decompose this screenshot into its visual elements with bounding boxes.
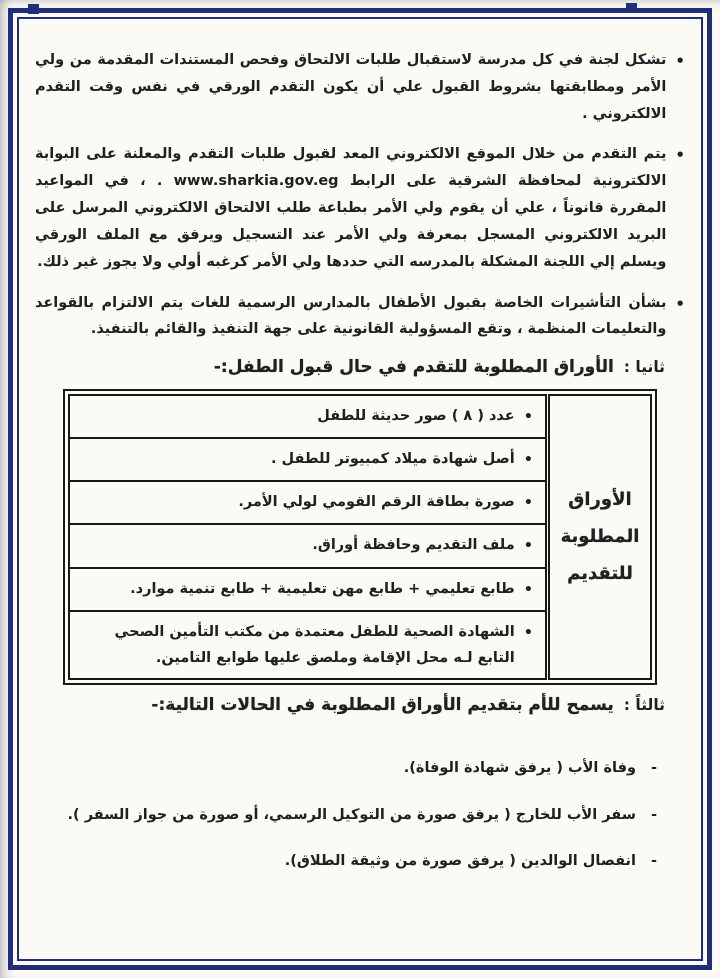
dash-icon: -: [650, 853, 657, 870]
table-cell: [69, 524, 548, 567]
case-item: [35, 848, 657, 875]
required-documents-table: [63, 389, 657, 685]
bullet-icon: •: [523, 538, 533, 555]
document-content: [19, 19, 701, 959]
dash-icon: -: [650, 806, 657, 823]
table-cell: [69, 395, 548, 438]
table-row: [69, 395, 651, 438]
section-three-heading: [35, 695, 665, 715]
row-text: طابع تعليمي + طابع مهن تعليمية + طابع تنمية موارد.: [130, 580, 515, 597]
paragraph-text: تشكل لجنة في كل مدرسة لاستقبال طلبات الالتحاق وفحص المستندات المقدمة من ولي الأمر ومطابقتها بشروط القبول علي أن يكون التقدم الورقي في نفس وقت التقدم الالكتروني .: [35, 52, 667, 122]
intro-paragraph-2: [35, 141, 685, 275]
table-cell: [69, 568, 548, 611]
row-text: صورة بطاقة الرقم القومي لولي الأمر.: [238, 494, 515, 511]
case-text: وفاة الأب ( يرفق شهادة الوفاة).: [403, 759, 636, 776]
table-cell: [69, 481, 548, 524]
paragraph-text-segment: يتم التقدم من خلال الموقع الالكتروني المعد لقبول طلبات التقدم والمعلنة على البوابة الالكترونية لمحافظة الشرقية على الرابط: [35, 146, 667, 190]
table-header-word: الأوراق: [568, 489, 632, 511]
website-link: www.sharkia.gov.eg: [173, 173, 339, 190]
row-text: عدد ( ٨ ) صور حديثة للطفل: [317, 408, 515, 425]
corner-ornament-left: [28, 4, 39, 14]
row-text: أصل شهادة ميلاد كمبيوتر للطفل .: [271, 451, 515, 468]
bullet-icon: •: [523, 409, 533, 426]
row-text: ملف التقديم وحافظة أوراق.: [312, 537, 515, 554]
section-two-heading: [35, 357, 665, 377]
bullet-icon: •: [523, 624, 533, 641]
section-three-label: ثالثاً :: [623, 695, 665, 714]
case-text: سفر الأب للخارج ( يرفق صورة من التوكيل الرسمي، أو صورة من جواز السفر ).: [67, 806, 636, 823]
bullet-icon: •: [523, 452, 533, 469]
table-cell: [69, 438, 548, 481]
bullet-icon: •: [675, 52, 685, 70]
intro-paragraph-1: [35, 47, 685, 127]
dash-icon: -: [650, 759, 657, 776]
paragraph-text: [35, 141, 666, 275]
bullet-icon: •: [675, 294, 685, 313]
case-item: [35, 755, 657, 782]
table-cell: [69, 611, 548, 679]
section-three-title: يسمح للأم بتقديم الأوراق المطلوبة في الحالات التالية:-: [151, 694, 614, 715]
paragraph-text-segment: . ، في المواعيد المقررة قانوناً ، علي أن يقوم ولي الأمر بطباعة طلب الالتحاق الالكتروني المرسل على البريد الالكتروني المسجل بمعرفة ولي الأمر عند التسجيل ويرفق مع الملف الورقي ويسلم إلي اللجنة المشكلة بالمدرسه التي حددها ولي الأمر كرغبه أولي ولا يجوز غير ذلك.: [35, 173, 667, 270]
cases-list: [35, 755, 657, 875]
paragraph-text: بشأن التأشيرات الخاصة بقبول الأطفال بالمدارس الرسمية للغات يتم الالتزام بالقواعد والتعليمات المنظمة ، وتقع المسؤولية القانونية على جهة التنفيذ والقائم بالتنفيذ.: [35, 294, 667, 338]
table-header-word: المطلوبة: [560, 526, 640, 548]
section-two-label: ثانيا :: [623, 358, 665, 377]
table-header-cell: [548, 395, 652, 679]
table-header-word: للتقديم: [567, 563, 633, 585]
section-two-title: الأوراق المطلوبة للتقدم في حال قبول الطفل:-: [213, 357, 614, 378]
bullet-icon: •: [523, 581, 533, 598]
bullet-icon: •: [675, 146, 685, 165]
case-item: [35, 802, 657, 829]
intro-paragraph-3: [35, 290, 685, 344]
case-text: انفصال الوالدين ( يرفق صورة من وثيقة الطلاق).: [284, 853, 636, 870]
corner-ornament-right: [626, 3, 637, 13]
row-text: الشهادة الصحية للطفل معتمدة من مكتب التأمين الصحي التابع لـه محل الإقامة وملصق عليها طوابع التامين.: [114, 623, 515, 666]
bullet-icon: •: [523, 495, 533, 512]
